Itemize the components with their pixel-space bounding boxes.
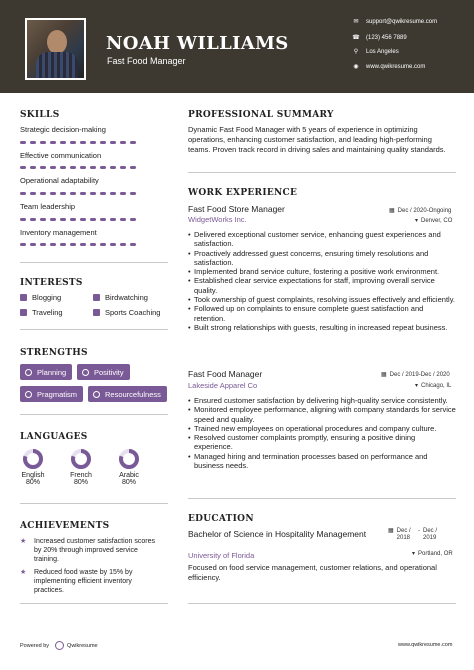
education-degree: Bachelor of Science in Hospitality Management [188,529,367,539]
location-icon: ▾ [415,218,419,224]
interest-item: Sports Coaching [93,308,160,317]
language-item: English 80% [13,448,53,486]
blog-icon [20,294,27,301]
contact-phone[interactable]: ☎ (123) 456 7889 [352,34,407,41]
location-icon: ⚲ [353,49,359,55]
divider [20,603,168,604]
footer-powered-by: Powered by Qwikresume [20,642,98,649]
education-location: ▾ Portland, OR [412,550,453,557]
contact-website[interactable]: ◉ www.qwikresume.com [353,63,426,70]
phone-icon: ☎ [352,35,360,41]
calendar-icon: ▦ [389,208,395,214]
star-icon: ★ [20,538,27,545]
contact-location: ⚲ Los Angeles [353,48,399,55]
skill-level-bar [20,166,136,169]
skill-level-bar [20,192,136,195]
dash-icon: - [418,528,420,534]
skill-label: Strategic decision-making [20,125,106,134]
language-level-ring [118,448,140,470]
job-title: Fast Food Store Manager [188,204,285,214]
education-end: - Dec / 2019 [418,528,438,541]
list-item: • Established clear service expectations for staff, improving overall service quality. [188,276,456,295]
education-description: Focused on food service management, customer relations, and operational efficiency. [188,563,437,582]
interest-item: Traveling [20,308,63,317]
location-icon: ▾ [415,383,419,389]
summary-title: PROFESSIONAL SUMMARY [188,110,334,120]
job-dates: ▦ Dec / 2019-Dec / 2020 [381,371,450,378]
language-item: Arabic 80% [109,448,149,486]
skill-label: Inventory management [20,228,97,237]
interests-title: INTERESTS [20,278,83,288]
achievement-item: ★ Reduced food waste by 15% by implementing efficient inventory practices. [20,569,133,594]
interest-item: Birdwatching [93,293,148,302]
divider [188,603,456,604]
resume-header [0,0,474,93]
experience-title: WORK EXPERIENCE [188,188,298,198]
job-dates: ▦ Dec / 2020-Ongoing [389,207,452,214]
calendar-icon: ▦ [388,528,394,534]
list-item: • Managed hiring and termination processes based on performance and business needs. [188,452,456,471]
profile-photo [25,18,86,80]
education-title: EDUCATION [188,514,254,524]
list-item: • Monitored employee performance, aligning with company standards for service speed and quality. [188,405,456,424]
contact-email[interactable]: ✉ support@qwikresume.com [353,18,438,25]
strengths-title: STRENGTHS [20,348,88,358]
divider [20,503,168,504]
globe-icon: ◉ [353,64,359,70]
language-level-ring [22,448,44,470]
strength-chip: Resourcefulness [88,386,167,402]
education-school: University of Florida [188,551,255,560]
divider [20,329,168,330]
strength-chip: Positivity [77,364,130,380]
footer-brand-link[interactable]: Qwikresume [67,642,98,649]
interest-item: Blogging [20,293,61,302]
divider [20,414,168,415]
bird-icon [93,294,100,301]
skill-label: Team leadership [20,202,76,211]
strength-chip: Planning [20,364,72,380]
list-item: • Resolved customer complaints promptly, ensuring a positive dining experience. [188,433,456,452]
candidate-role: Fast Food Manager [107,56,186,66]
skill-level-bar [20,141,136,144]
location-icon: ▾ [412,551,416,557]
star-icon: ★ [20,569,27,576]
divider [188,172,456,173]
divider [188,498,456,499]
circle-icon [25,391,32,398]
candidate-name: NOAH WILLIAMS [106,33,289,54]
skill-label: Effective communication [20,151,102,160]
travel-icon [20,309,27,316]
qwikresume-logo-icon [55,641,64,650]
job-title: Fast Food Manager [188,369,263,379]
job-company: Lakeside Apparel Co [188,381,258,390]
divider [20,262,168,263]
list-item: • Implemented brand service culture, fostering a positive work environment. [188,267,456,276]
achievement-item: ★ Increased customer satisfaction scores by 20% through improved service training. [20,538,155,563]
job-location: ▾ Denver, CO [415,217,453,224]
skill-level-bar [20,218,136,221]
list-item: • Ensured customer satisfaction by delivering high-quality service consistently. [188,396,456,405]
calendar-icon: ▦ [381,372,387,378]
list-item: • Took ownership of guest complaints, resolving issues effectively and efficiently. [188,295,456,304]
languages-title: LANGUAGES [20,432,88,442]
job-bullets [188,396,456,470]
strength-chip: Pragmatism [20,386,83,402]
summary-text: Dynamic Fast Food Manager with 5 years of experience in optimizing operations, enhancing customer satisfaction, and leading high-performing teams. Proven track record in driving sales and maintaining quality standards. [188,125,446,154]
skills-title: SKILLS [20,110,60,120]
list-item: • Proactively addressed guest concerns, ensuring timely resolutions and satisfaction. [188,249,456,268]
job-bullets [188,230,456,332]
circle-icon [82,369,89,376]
list-item: • Followed up on complaints to ensure complete guest satisfaction and retention. [188,304,456,323]
circle-icon [93,391,100,398]
language-level-ring [70,448,92,470]
footer-url[interactable]: www.qwikresume.com [398,642,453,648]
skill-label: Operational adaptability [20,176,99,185]
education-start: ▦ Dec / 2018 [388,528,411,541]
achievements-title: ACHIEVEMENTS [20,521,110,531]
sports-icon [93,309,100,316]
list-item: • Built strong relationships with guests, resulting in increased repeat business. [188,323,456,332]
language-item: French 80% [61,448,101,486]
list-item: • Delivered exceptional customer service, enhancing guest experiences and satisfaction. [188,230,456,249]
job-company: WidgetWorks Inc. [188,215,247,224]
mail-icon: ✉ [353,19,359,25]
skill-level-bar [20,243,136,246]
job-location: ▾ Chicago, IL [415,382,452,389]
list-item: • Trained new employees on operational procedures and company culture. [188,424,456,433]
circle-icon [25,369,32,376]
